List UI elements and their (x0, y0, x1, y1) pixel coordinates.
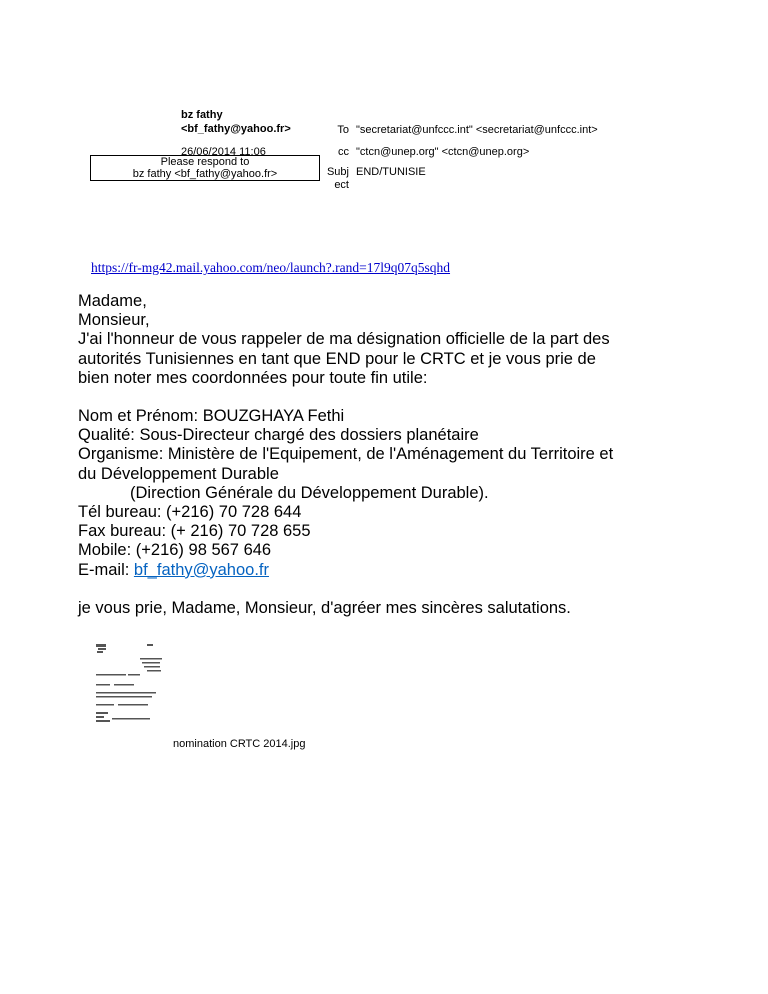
document-thumbnail-icon[interactable] (92, 640, 170, 730)
email-line (78, 561, 678, 580)
fax-bureau: Fax bureau: (+ 216) 70 728 655 (78, 522, 311, 541)
sent-date: 26/06/2014 11:06 (181, 146, 266, 158)
sender-name: bz fathy (181, 109, 223, 121)
respond-to-line2: bz fathy <bf_fathy@yahoo.fr> (132, 168, 278, 180)
email-label: E-mail: (78, 560, 134, 579)
respond-to-box (90, 155, 320, 181)
to-value: "secretariat@unfccc.int" <secretariat@unfccc.int> (356, 124, 598, 136)
nom-prenom: Nom et Prénom: BOUZGHAYA Fethi (78, 407, 345, 426)
paragraph-line: J'ai l'honneur de vous rappeler de ma désignation officielle de la part des (78, 330, 610, 349)
greeting-monsieur: Monsieur, (78, 311, 150, 330)
to-label: To (337, 124, 349, 136)
subject-value: END/TUNISIE (356, 166, 426, 178)
qualite: Qualité: Sous-Directeur chargé des dossiers planétaire (78, 426, 479, 445)
subject-label-2: ect (334, 179, 349, 191)
paragraph-line: autorités Tunisiennes en tant que END pour le CRTC et je vous prie de (78, 349, 596, 368)
cc-value: "ctcn@unep.org" <ctcn@unep.org> (356, 146, 530, 158)
greeting-madame: Madame, (78, 292, 147, 310)
email-body (78, 292, 678, 618)
yahoo-mail-link[interactable]: https://fr-mg42.mail.yahoo.com/neo/launch?.rand=17l9q07q5sqhd (91, 260, 451, 275)
direction: (Direction Générale du Développement Durable). (130, 483, 489, 502)
organisme-line1: Organisme: Ministère de l'Equipement, de l'Aménagement du Territoire et (78, 445, 614, 464)
mobile: Mobile: (+216) 98 567 646 (78, 541, 272, 560)
paragraph-line: bien noter mes coordonnées pour toute fin utile: (78, 368, 428, 387)
attachment-filename[interactable]: nomination CRTC 2014.jpg (173, 738, 306, 750)
cc-label: cc (338, 146, 349, 158)
sender-email: <bf_fathy@yahoo.fr> (181, 123, 291, 135)
email-link[interactable]: bf_fathy@yahoo.fr (133, 560, 269, 579)
organisme-line2: du Développement Durable (78, 464, 279, 483)
subject-label-1: Subj (326, 166, 349, 178)
respond-to-line1: Please respond to (160, 156, 250, 168)
tel-bureau: Tél bureau: (+216) 70 728 644 (78, 503, 302, 522)
closing: je vous prie, Madame, Monsieur, d'agréer mes sincères salutations. (78, 598, 571, 617)
